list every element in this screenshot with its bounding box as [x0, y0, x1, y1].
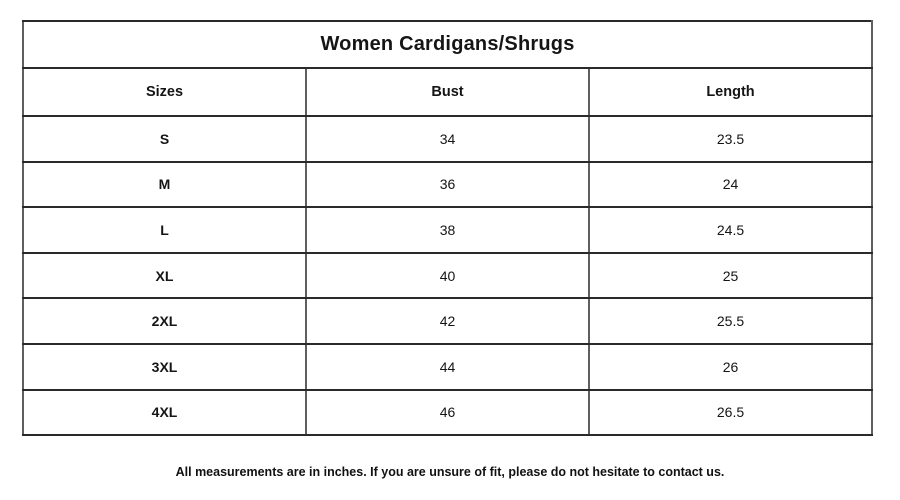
length-cell: 25	[589, 253, 872, 299]
column-header-row	[23, 68, 872, 116]
table-row	[23, 390, 872, 436]
bust-cell: 40	[306, 253, 589, 299]
length-cell: 23.5	[589, 116, 872, 162]
size-cell: L	[23, 207, 306, 253]
table-row	[23, 207, 872, 253]
size-cell: 4XL	[23, 390, 306, 436]
chart-title: Women Cardigans/Shrugs	[23, 21, 872, 68]
size-cell: S	[23, 116, 306, 162]
title-row	[23, 21, 872, 68]
table-row	[23, 253, 872, 299]
column-header-bust: Bust	[306, 68, 589, 116]
length-cell: 26	[589, 344, 872, 390]
column-header-length: Length	[589, 68, 872, 116]
length-cell: 25.5	[589, 298, 872, 344]
table-row	[23, 116, 872, 162]
column-header-sizes: Sizes	[23, 68, 306, 116]
size-chart-table	[22, 20, 873, 436]
bust-cell: 34	[306, 116, 589, 162]
bust-cell: 42	[306, 298, 589, 344]
size-cell: M	[23, 162, 306, 208]
length-cell: 26.5	[589, 390, 872, 436]
table-row	[23, 298, 872, 344]
table-row	[23, 344, 872, 390]
measurement-note: All measurements are in inches. If you are unsure of fit, please do not hesitate to contact us.	[175, 465, 725, 479]
length-cell: 24.5	[589, 207, 872, 253]
size-cell: 2XL	[23, 298, 306, 344]
length-cell: 24	[589, 162, 872, 208]
bust-cell: 46	[306, 390, 589, 436]
bust-cell: 38	[306, 207, 589, 253]
bust-cell: 44	[306, 344, 589, 390]
table-row	[23, 162, 872, 208]
bust-cell: 36	[306, 162, 589, 208]
size-cell: XL	[23, 253, 306, 299]
size-cell: 3XL	[23, 344, 306, 390]
